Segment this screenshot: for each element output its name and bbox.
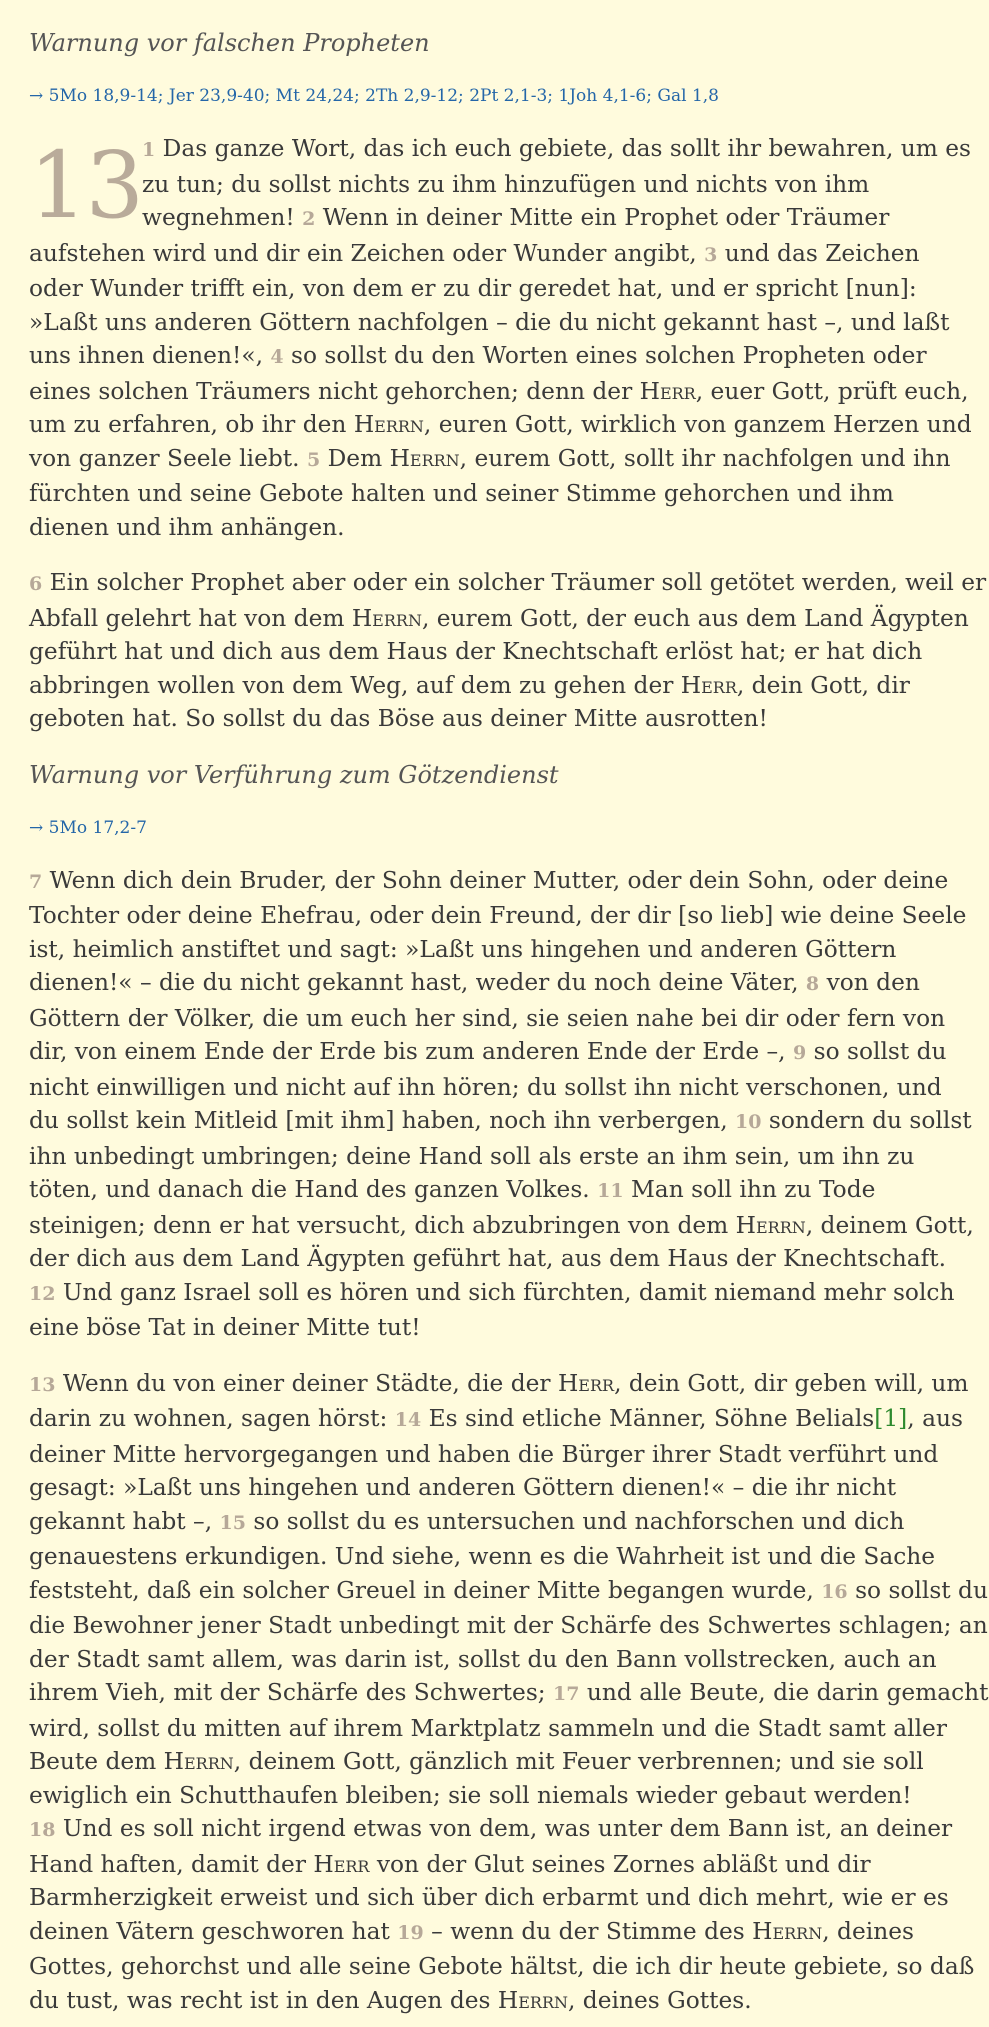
ref-link[interactable]: 2Pt 2,1-3 (469, 86, 548, 106)
text-line: wegnehmen! 2 Wenn in deiner Mitte ein Prophet oder Träumer (142, 204, 890, 231)
verse-number: 11 (597, 1180, 624, 1202)
text-line: nicht einwilligen und nicht auf ihn hören; du sollst ihn nicht verschonen, und (29, 1073, 942, 1101)
text-line: du sollst kein Mitleid [mit ihm] haben, noch ihn verbergen, 10 sondern du sollst (29, 1107, 972, 1134)
paragraph-2 (29, 566, 987, 736)
divine-name: Herrn (163, 1748, 234, 1775)
verse-number: 5 (306, 448, 321, 471)
cross-references-1: → 5Mo 18,9-14; Jer 23,9-40; Mt 24,24; 2Th 2,9-12; 2Pt 2,1-3; 1Joh 4,1-6; Gal 1,8 (29, 86, 719, 106)
text-line: deinen Vätern geschworen hat 19 – wenn du der Stimme des Herrn, deines (29, 1917, 914, 1945)
verse-number: 6 (29, 573, 43, 595)
divine-name: Herrn (353, 411, 424, 438)
divine-name: Herr (557, 1369, 615, 1397)
text-line: deiner Mitte hervorgegangen und haben die Bürger ihrer Stadt verführt und (29, 1440, 939, 1468)
verse-number: 17 (553, 1683, 580, 1705)
text-line: 13 Wenn du von einer deiner Städte, die der Herr, dein Gott, dir geben will, um (29, 1369, 969, 1397)
divine-name: Herr (680, 671, 737, 699)
text-line: gekannt habt –, 15 so sollst du es untersuchen und nachforschen und dich (29, 1507, 905, 1535)
verse-number: 19 (397, 1921, 424, 1944)
text-line: geführt hat und dich aus dem Haus der Knechtschaft erlöst hat; er hat dich (29, 638, 923, 665)
text-line: darin zu wohnen, sagen hörst: 14 Es sind etliche Männer, Söhne Belials[1], aus (29, 1405, 963, 1432)
text-line: 6 Ein solcher Prophet aber oder ein solcher Träumer soll getötet werden, weil er (29, 569, 987, 596)
text-line: dir, von einem Ende der Erde bis zum anderen Ende der Erde –, 9 so sollst du (29, 1038, 947, 1065)
text-line: ihrem Vieh, mit der Schärfe des Schwertes; 17 und alle Beute, die darin gemacht (29, 1679, 989, 1706)
text-line: Göttern der Völker, die um euch her sind, sie seien nahe bei dir oder fern von (29, 1004, 946, 1032)
text-line: der Stadt samt allem, was darin ist, sollst du den Bann vollstrecken, auch an (29, 1645, 937, 1673)
text-line: dienen!« – die du nicht gekannt hast, weder du noch deine Väter, 8 von den (29, 969, 920, 996)
ref-link[interactable]: Jer 23,9-40 (168, 86, 265, 106)
paragraph-3 (29, 864, 974, 1345)
divine-name: Herrn (389, 444, 460, 472)
text-line: dienen und ihm anhängen. (29, 513, 345, 541)
text-line: »Laßt uns anderen Göttern nachfolgen – die du nicht gekannt hast –, und laßt (29, 308, 950, 336)
text-line: 7 Wenn dich dein Bruder, der Sohn deiner Mutter, oder dein Sohn, oder deine (29, 866, 949, 894)
ref-link[interactable]: Mt 24,24 (275, 86, 354, 106)
text-line: wird, sollst du mitten auf ihrem Marktplatz sammeln und die Stadt samt aller (29, 1714, 947, 1742)
divine-name: Herrn (752, 1917, 823, 1945)
verse-number: 9 (792, 1042, 807, 1064)
verse-number: 14 (394, 1409, 422, 1431)
text-line: 12 Und ganz Israel soll es hören und sich fürchten, damit niemand mehr solch (29, 1278, 955, 1306)
verse-number: 12 (29, 1282, 56, 1305)
verse-number: 4 (270, 346, 284, 368)
cross-references-2 (29, 814, 939, 842)
verse-number: 15 (219, 1511, 246, 1534)
text-line: zu tun; du sollst nichts zu ihm hinzufügen und nichts von ihm (142, 170, 870, 198)
verse-number: 7 (29, 870, 43, 893)
divine-name: Herrn (735, 1211, 806, 1239)
section-heading-idolatry: Warnung vor Verführung zum Götzendienst (29, 760, 559, 789)
text-line: ewiglich ein Schutthaufen bleiben; sie soll niemals wieder gebaut werden! (29, 1781, 912, 1809)
text-line: Hand haften, damit der Herr von der Glut seines Zornes abläßt und dir (29, 1850, 871, 1878)
chapter-number: 13 (29, 132, 143, 239)
text-line: fürchten und seine Gebote halten und seiner Stimme gehorchen und ihm (29, 480, 894, 507)
text-line: eines solchen Träumers nicht gehorchen; denn der Herr, euer Gott, prüft euch, (29, 377, 969, 405)
text-line: von ganzer Seele liebt. 5 Dem Herrn, eurem Gott, sollt ihr nachfolgen und ihn (29, 444, 951, 472)
arrow-icon: → (29, 817, 44, 838)
arrow-icon: → (29, 86, 44, 106)
verse-number: 18 (29, 1819, 56, 1841)
text-line: geboten hat. So sollst du das Böse aus deiner Mitte ausrotten! (29, 705, 768, 732)
text-line: feststeht, daß ein solcher Greuel in deiner Mitte begangen wurde, 16 so sollst du (29, 1576, 988, 1604)
ref-link[interactable]: 1Joh 4,1-6 (558, 86, 647, 106)
verse-number: 13 (29, 1373, 56, 1396)
text-line: töten, und danach die Hand des ganzen Volkes. 11 Man soll ihn zu Tode (29, 1176, 876, 1203)
divine-name: Herr (313, 1850, 370, 1878)
text-line: Abfall gelehrt hat von dem Herrn, eurem Gott, der euch aus dem Land Ägypten (29, 604, 969, 632)
text-line: aufstehen wird und dir ein Zeichen oder Wunder angibt, 3 und das Zeichen (29, 239, 920, 267)
text-line: 18 Und es soll nicht irgend etwas von dem, was unter dem Bann ist, an deiner (29, 1815, 953, 1842)
text-line: ihn unbedingt umbringen; deine Hand soll als erste an ihm sein, um ihn zu (29, 1142, 915, 1170)
text-line: uns ihnen dienen!«, 4 so sollst du den Worten eines solchen Propheten oder (29, 342, 927, 369)
verse-number: 1 (142, 139, 156, 161)
verse-number: 3 (704, 243, 718, 266)
text-line: gesagt: »Laßt uns hingehen und anderen Göttern dienen!« – die ihr nicht (29, 1474, 897, 1501)
footnote-link[interactable]: [1] (874, 1405, 908, 1432)
text-line: der dich aus dem Land Ägypten geführt hat, aus dem Haus der Knechtschaft. (29, 1245, 947, 1272)
paragraph-4 (29, 1367, 989, 2018)
verse-number: 16 (821, 1580, 848, 1603)
text-line: Beute dem Herrn, deinem Gott, gänzlich mit Feuer verbrennen; und sie soll (29, 1748, 924, 1775)
verse-number: 10 (735, 1111, 762, 1133)
text-line: Gottes, gehorchst und alle seine Gebote hältst, die ich dir heute gebiete, so daß (29, 1953, 975, 1980)
text-line: oder Wunder trifft ein, von dem er zu dir geredet hat, und er spricht [nun]: (29, 275, 917, 302)
text-line: genauestens erkundigen. Und siehe, wenn es die Wahrheit ist und die Sache (29, 1543, 936, 1570)
verse-number: 2 (302, 208, 316, 230)
ref-link[interactable]: 2Th 2,9-12 (365, 86, 459, 106)
text-line: Barmherzigkeit erweist und sich über dich erbarmt und dich mehrt, wie er es (29, 1884, 949, 1911)
ref-link[interactable]: 5Mo 17,2-7 (48, 817, 147, 838)
text-line: abbringen wollen von dem Weg, auf dem zu gehen der Herr, dein Gott, dir (29, 671, 910, 699)
divine-name: Herrn (497, 1986, 568, 2014)
text-line: 1 Das ganze Wort, das ich euch gebiete, das sollt ihr bewahren, um es (142, 135, 972, 162)
text-line: du tust, was recht ist in den Augen des Herrn, deines Gottes. (29, 1986, 752, 2014)
text-line: steinigen; denn er hat versucht, dich abzubringen von dem Herrn, deinem Gott, (29, 1211, 974, 1239)
ref-link[interactable]: 5Mo 18,9-14 (48, 86, 158, 106)
text-line: die Bewohner jener Stadt unbedingt mit der Schärfe des Schwertes schlagen; an (29, 1612, 988, 1639)
verse-number: 8 (805, 973, 820, 995)
paragraph-1 (29, 132, 972, 544)
text-line: eine böse Tat in deiner Mitte tut! (29, 1314, 421, 1341)
ref-link[interactable]: Gal 1,8 (657, 86, 719, 106)
divine-name: Herr (639, 377, 696, 405)
text-line: um zu erfahren, ob ihr den Herrn, euren Gott, wirklich von ganzem Herzen und (29, 411, 972, 438)
divine-name: Herrn (351, 604, 422, 632)
text-line: Tochter oder deine Ehefrau, oder dein Freund, der dir [so lieb] wie deine Seele (29, 902, 967, 929)
section-heading-false-prophets: Warnung vor falschen Propheten (29, 29, 430, 57)
text-line: ist, heimlich anstiftet und sagt: »Laßt uns hingehen und anderen Göttern (29, 935, 897, 963)
